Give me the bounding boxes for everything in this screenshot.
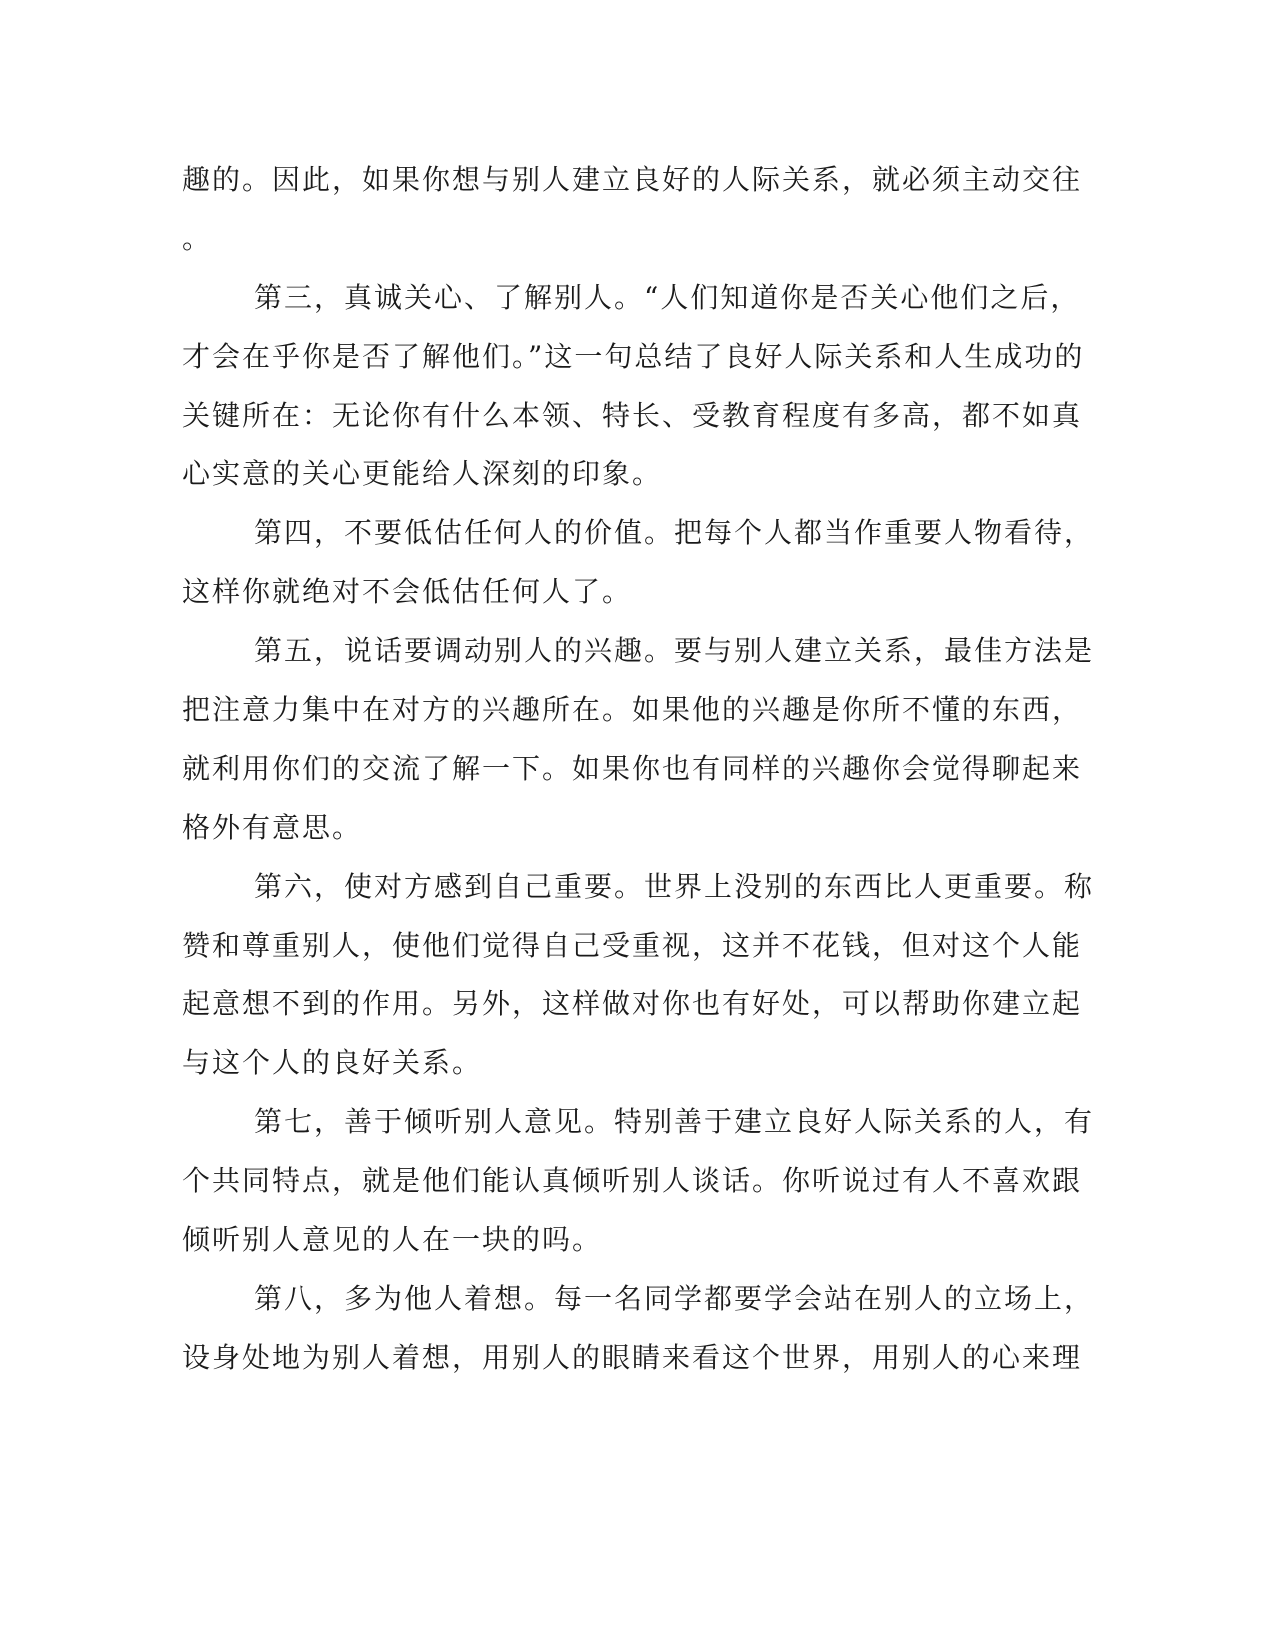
text-line: 趣的。因此，如果你想与别人建立良好的人际关系，就必须主动交往: [182, 163, 1083, 196]
text-line: 个共同特点，就是他们能认真倾听别人谈话。你听说过有人不喜欢跟: [182, 1164, 1083, 1198]
paragraph-start-line: 第八，多为他人着想。每一名同学都要学会站在别人的立场上，: [254, 1281, 1095, 1315]
text-line: 这样你就绝对不会低估任何人了。: [182, 575, 633, 609]
text-line: 赞和尊重别人，使他们觉得自己受重视，这并不花钱，但对这个人能: [182, 928, 1083, 962]
text-line: 起意想不到的作用。另外，这样做对你也有好处，可以帮助你建立起: [182, 987, 1083, 1021]
text-line: 与这个人的良好关系。: [182, 1046, 483, 1080]
text-line: 就利用你们的交流了解一下。如果你也有同样的兴趣你会觉得聊起来: [182, 751, 1083, 785]
paragraph-start-line: 第七，善于倾听别人意见。特别善于建立良好人际关系的人，有: [254, 1105, 1095, 1139]
text-line: 把注意力集中在对方的兴趣所在。如果他的兴趣是你所不懂的东西，: [182, 693, 1083, 727]
body-text: [182, 160, 1095, 1397]
paragraph-start-line: 第五，说话要调动别人的兴趣。要与别人建立关系，最佳方法是: [254, 634, 1095, 668]
text-line: 。: [182, 221, 213, 255]
paragraph-start-line: 第六，使对方感到自己重要。世界上没别的东西比人更重要。称: [254, 869, 1095, 903]
text-line: 设身处地为别人着想，用别人的眼睛来看这个世界，用别人的心来理: [182, 1340, 1083, 1374]
text-line: 才会在乎你是否了解他们。”这一句总结了良好人际关系和人生成功的: [182, 339, 1085, 373]
text-line: 格外有意思。: [182, 810, 363, 844]
paragraph-start-line: 第三，真诚关心、了解别人。“人们知道你是否关心他们之后，: [254, 280, 1081, 314]
paragraph-start-line: 第四，不要低估任何人的价值。把每个人都当作重要人物看待，: [254, 516, 1095, 550]
text-line: 心实意的关心更能给人深刻的印象。: [182, 457, 663, 491]
text-line: 关键所在：无论你有什么本领、特长、受教育程度有多高，都不如真: [182, 398, 1083, 432]
text-line: 倾听别人意见的人在一块的吗。: [182, 1223, 603, 1257]
